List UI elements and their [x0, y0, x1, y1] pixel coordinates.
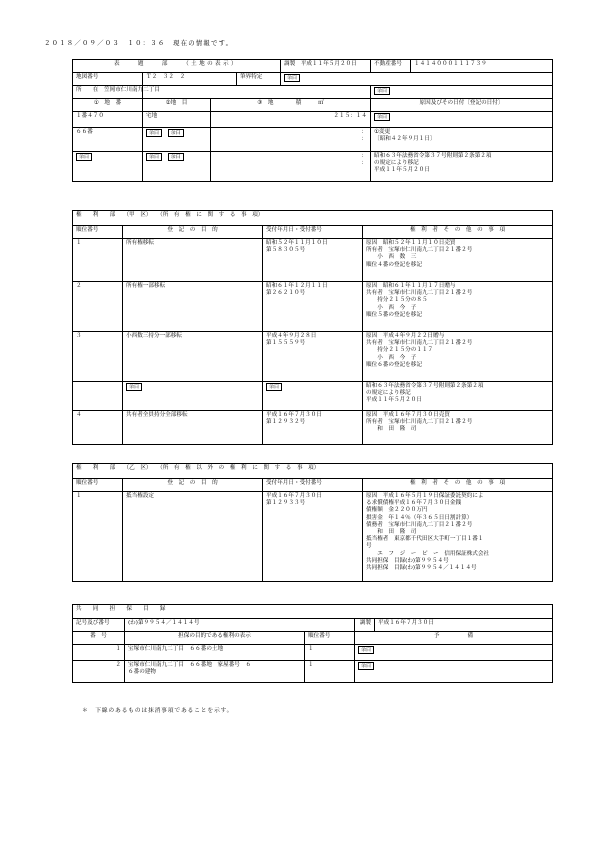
- table-row-bango: ２: [73, 661, 125, 683]
- chizu-label: 地図番号: [73, 73, 143, 86]
- table-row-uketsuke: 昭和５２年１１月１０日 第５８３０５号: [263, 239, 363, 282]
- col-uketsuke: 受付年月日・受付番号: [263, 226, 363, 239]
- col-tanpo-mokuteki: 担保の目的である権利の表示: [125, 632, 305, 645]
- kyodo-tanpo-section: [72, 604, 553, 683]
- col-chiban: ① 地 番: [73, 99, 143, 112]
- table-row-kenrisha: 原因 昭和５２年１１月１０日売買 所有者 宝塚市仁川南九二丁目２１番２号 小 西 数 三 順位４番の登記を移記: [363, 239, 553, 282]
- row-chimoku: 宅地: [143, 112, 211, 128]
- kigou-value: (わ)第９９５４／１４１４号: [125, 619, 355, 632]
- table-row-bango: １: [73, 645, 125, 661]
- table-row-uketsuke: 余白: [263, 382, 363, 411]
- table-row-juni: ４: [73, 411, 123, 445]
- otsuku-title: 権 利 部 （乙 区） （所 有 権 以 外 の 権 利 に 関 す る 事 項）: [73, 464, 553, 479]
- table-row-mokuteki: 所有権移転: [123, 239, 263, 282]
- table-row-kenrisha: 原因 平成４年９月２２日贈与 共有者 宝塚市仁川南九二丁目２１番２号 持分２１５分の１１７ 小 西 今 子 順位６番の登記を移記: [363, 332, 553, 382]
- hikkai-value: 余白: [281, 73, 553, 86]
- hyodai-section: [72, 59, 553, 182]
- footnote: ＊ 下線のあるものは抹消事項であることを示す。: [82, 708, 234, 714]
- table-row-mokuteki: 余白: [123, 382, 263, 411]
- col-yobi: 予 備: [355, 632, 553, 645]
- table-row-juni: ２: [73, 282, 123, 332]
- table-row-uketsuke: 昭和６１年１２月１１日 第２６２１０号: [263, 282, 363, 332]
- chizu-number: Ｔ２ ３２ ２: [143, 73, 237, 86]
- row-genin: ①変更 〔昭和４２年９月１日〕: [371, 128, 553, 152]
- col-mokuteki: 登 記 の 目 的: [123, 226, 263, 239]
- table-row-yobi: 余白: [355, 645, 553, 661]
- shozai-cell: 所 在 笠岡市仁川南九二丁目: [73, 86, 143, 99]
- col-kenrisha: 権 利 者 そ の 他 の 事 項: [363, 479, 553, 492]
- table-row-uketsuke: 平成１６年７月３０日 第１２９３３号: [263, 492, 363, 582]
- table-row-mokuteki: 抵当権設定: [123, 492, 263, 582]
- otsuku-section: [72, 463, 553, 582]
- col-kenrisha: 権 利 者 そ の 他 の 事 項: [363, 226, 553, 239]
- kyodo-chosei-label: 調製: [355, 619, 375, 632]
- row-chimoku: 余白 余白: [143, 152, 211, 182]
- kouku-title: 権 利 部 （甲 区） （所 有 権 に 関 す る 事 項）: [73, 211, 553, 226]
- row-genin: 昭和６３年法務省令第３７号附則第２条第２項 の規定により移記 平成１１年５月２０日: [371, 152, 553, 182]
- row-chiban: １番４７０: [73, 112, 143, 128]
- col-mokuteki: 登 記 の 目 的: [123, 479, 263, 492]
- hikkai-label: 筆界特定: [237, 73, 281, 86]
- table-row-mokuteki: 共有者全員持分全部移転: [123, 411, 263, 445]
- kyodo-title: 共 同 担 保 目 録: [73, 605, 553, 619]
- table-row-juni: １: [305, 645, 355, 661]
- table-row-uketsuke: 平成４年９月２８日 第１５５５９号: [263, 332, 363, 382]
- row-chimoku: 余白 余白: [143, 128, 211, 152]
- fudosan-number: １４１４０００１１１７３９: [411, 60, 553, 73]
- shozai-box-cell: 余白: [371, 86, 553, 99]
- row-chiban: 余白: [73, 152, 143, 182]
- row-chiseki: ： ：: [211, 152, 371, 182]
- table-row-tanpo: 宝塚市仁川南九二丁目 ６６番地 家屋番号 ６ ６番の建物: [125, 661, 305, 683]
- kyodo-chosei-value: 平成１６年７月３０日: [375, 619, 553, 632]
- col-juni: 順位番号: [73, 479, 123, 492]
- col-chiseki: ③ 地 積 ㎡: [211, 99, 371, 112]
- row-chiseki: ： ：: [211, 128, 371, 152]
- row-chiseki: ２１５：１４: [211, 112, 371, 128]
- table-row-tanpo: 宝塚市仁川南九二丁目 ６６番の土地: [125, 645, 305, 661]
- col-juni: 順位番号: [305, 632, 355, 645]
- col-uketsuke: 受付年月日・受付番号: [263, 479, 363, 492]
- table-row-juni: １: [73, 492, 123, 582]
- row-genin: 余白: [371, 112, 553, 128]
- table-row-kenrisha: 原因 昭和６１年１１月１７日贈与 共有者 宝塚市仁川南九二丁目２１番２号 持分２１５分の８５ 小 西 今 子 順位５番の登記を移記: [363, 282, 553, 332]
- table-row-juni: ３: [73, 332, 123, 382]
- table-row-juni: １: [73, 239, 123, 282]
- col-juni: 順位番号: [73, 226, 123, 239]
- hyodai-chosei: 調製 平成１１年５月２０日: [281, 60, 371, 73]
- hyodai-title: 表 題 部 （土地の表示）: [73, 60, 281, 73]
- kouku-section: [72, 210, 553, 445]
- table-row-mokuteki: 所有権一部移転: [123, 282, 263, 332]
- col-chimoku: ②地 目: [143, 99, 211, 112]
- shozai-spacer: [143, 86, 371, 99]
- table-row-yobi: 余白: [355, 661, 553, 683]
- col-bango: 番 号: [73, 632, 125, 645]
- table-row-mokuteki: 小西数三持分一部移転: [123, 332, 263, 382]
- table-row-kenrisha: 昭和６３年法務省令第３７号附則第２条第２項 の規定により移記 平成１１年５月２０日: [363, 382, 553, 411]
- fudosan-label: 不動産番号: [371, 60, 411, 73]
- col-genin: 原因及びその日付〔登記の日付〕: [371, 99, 553, 112]
- table-row-uketsuke: 平成１６年７月３０日 第１２９３２号: [263, 411, 363, 445]
- table-row-kenrisha: 原因 平成１６年５月１９日保証委託契約によ る求償債権平成１６年７月３０日金銭 債権額 金２２００万円 損害金 年１４％（年３６５日日割計算） 債務者 宝塚市仁川南九二丁目２１番２号 和 田 隆 司 抵当権者 東京都千代田区大手町一丁目１番１ 号 エ フ ジ ー ピ ー 信用保証株式会社 共同担保 目録(わ)第９９５４号 共同担保 目録(わ)第９９５４／１４１４号: [363, 492, 553, 582]
- row-chiban: ６６番: [73, 128, 143, 152]
- table-row-kenrisha: 原因 平成１６年７月３０日売買 所有者 宝塚市仁川南九二丁目２１番２号 和 田 隆 司: [363, 411, 553, 445]
- print-timestamp-line: ２０１８／０９／０３ １０：３６ 現在の情報です。: [44, 39, 234, 47]
- table-row-juni: １: [305, 661, 355, 683]
- table-row-juni: [73, 382, 123, 411]
- kigou-label: 記号及び番号: [73, 619, 125, 632]
